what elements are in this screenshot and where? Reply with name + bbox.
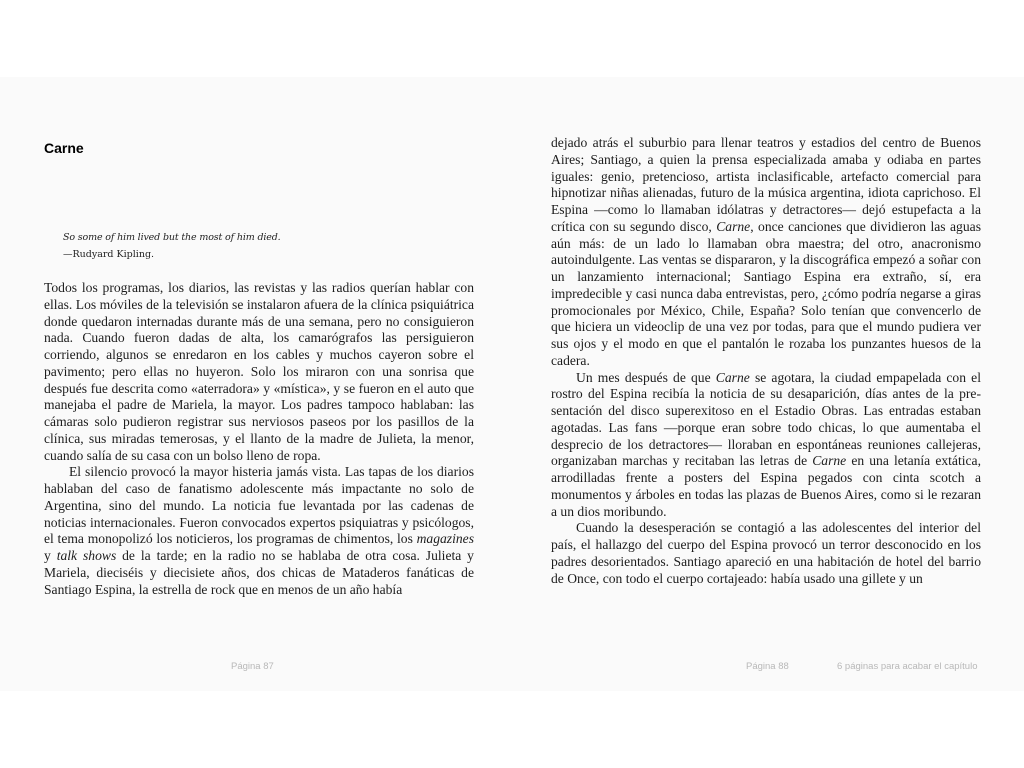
epigraph-quote: So some of him lived but the most of him died. xyxy=(63,232,281,243)
italic-run: Carne xyxy=(715,369,750,385)
italic-run: magazines xyxy=(416,531,474,547)
paragraph xyxy=(44,280,474,464)
paragraph xyxy=(551,370,981,521)
text-run: y xyxy=(44,548,57,563)
page-number-left: Página 87 xyxy=(231,661,274,672)
italic-run: Carne xyxy=(812,453,847,469)
right-page[interactable] xyxy=(551,77,981,691)
right-page-body xyxy=(551,135,981,587)
text-run: Cuando la desesperación se contagió a las adolescentes del interior del país, el hallazgo del cuerpo del Espina provocó un terror desconocido en los padres desorientados. Santiago apareció en una habitación de hotel del barrio de Once, con todo el cuerpo cortajeado: había usado una gillete y un xyxy=(551,520,981,586)
left-page-body xyxy=(44,280,474,598)
text-run: Todos los programas, los diarios, las revistas y las radios querían hablar con ellas. Los móviles de la televisión se instalaron afuera de la clínica psiquiátrica donde quedaron internadas durante más de una semana, pero no consiguieron nada. Cuando fueron dadas de alta, los camarógrafos las persiguieron corriendo, algunos se enredaron en los cables y muchos cayeron sobre el pavimento; pero ellas no huyeron. Solo los miraron con una sonrisa que después fue descrita como «aterradora» y «mística», y se fueron en el auto que manejaba el padre de Mariela, la mayor. Los padres tampoco hablaban: las cámaras solo pudieron registrar sus nerviosos paseos por los pasillos de la clínica, sus miradas temerosas, y el llanto de la madre de Julieta, la menor, cuando salía de su casa con un bolso lleno de ropa. xyxy=(44,280,474,463)
text-run: dejado atrás el suburbio para llenar teatros y estadios del centro de Buenos Aires; Santiago, a quien la prensa especializada amaba y odiaba en partes iguales: genio, pretencioso, artista inclasificable, artefacto comercial para hipnotizar niñas alienadas, futuro de la música argentina, idiota caprichoso. El Espina —como lo llamaban idólatras y detractores— dejó estupefacta a la crítica con su segundo disco, xyxy=(551,135,981,234)
paragraph xyxy=(551,135,981,370)
text-run: de la tarde; en la radio no se hablaba de otra cosa. Julieta y Mariela, dieciséis y diecisiete años, dos chicas de Mataderos fanáticas de Santiago Espina, la estrella de rock que en menos de un año había xyxy=(44,548,474,597)
left-page[interactable] xyxy=(44,77,474,691)
text-run: El silencio provocó la mayor histeria jamás vista. Las tapas de los diarios hablaban del caso de fanatismo adolescente más impactante no solo de Argentina, sino del mundo. La noticia fue levantada por las cadenas de noticias internacionales. Fueron convocados expertos psiquiatras y psicólogos, el tema monopolizó los noticieros, los programas de chimentos, los xyxy=(44,464,474,547)
text-run: se agotara, la ciudad empapelada con el rostro del Espina recibía la noticia de su desaparición, días antes de la presentación del disco superexitoso en el Estadio Obras. Las entradas estaban agotadas. Las fans —porque eran sobre todo chicas, lo que aumentaba el desprecio de los detractores— lloraban en espontáneas reuniones callejeras, organizaban marchas y recitaban las letras de xyxy=(551,369,981,469)
epigraph-author: —Rudyard Kipling. xyxy=(63,249,155,260)
italic-run: talk shows xyxy=(56,548,117,563)
text-run: en una letanía extática, arrodilladas frente a posters del Espina pegados con cinta scotch a monumentos y árboles en todas las plazas de Buenos Aires, como si le rezaran a un dios moribundo. xyxy=(551,453,981,519)
book-reader-view xyxy=(0,77,1024,691)
epigraph xyxy=(63,232,281,260)
pages-remaining-label: 6 páginas para acabar el capítulo xyxy=(837,661,978,672)
chapter-title: Carne xyxy=(44,140,84,156)
paragraph xyxy=(551,520,981,587)
italic-run: Carne xyxy=(716,218,751,234)
text-run: , once canciones que dividieron las aguas aún más: de un lado lo llamaban obra maestra; del otro, anacronismo autoindulgente. Las ventas se dispararon, y la discográfica empezó a soñar con un lanzamiento internacional; Santiago Espina era extraño, sí, era impredecible y casi nunca daba entrevistas, pero, ¿cómo podría negarse a giras promocionales por México, Chile, España? Solo tenían que convencerlo de que hiciera un videoclip de una vez por todas, para que el mundo pudiera ver sus ojos y el modo en que el pantalón le rozaba los punzantes huesos de la cadera. xyxy=(551,218,981,368)
text-run: Un mes después de que xyxy=(576,369,716,385)
paragraph xyxy=(44,464,474,598)
page-number-right: Página 88 xyxy=(746,661,789,672)
